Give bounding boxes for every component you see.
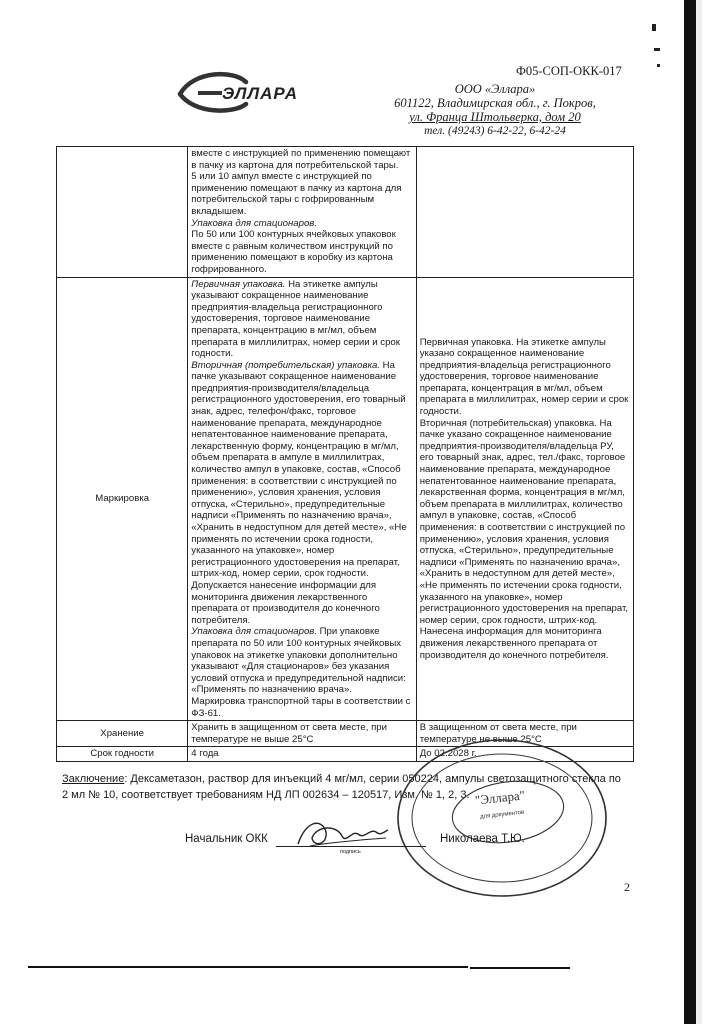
storage-result: В защищенном от света месте, при температуре не выше 25°С [416, 721, 633, 747]
signatory-position: Начальник ОКК [185, 833, 268, 845]
logo-wordmark: ЭЛЛАРА [222, 84, 298, 103]
result-monitoring-text: Нанесена информация для мониторинга движения лекарственного препарата от производителя до конечного потребителя. [419, 626, 609, 661]
table-row-packaging [57, 147, 634, 278]
result-secondary-text: Вторичная (потребительская) упаковка. На пачке указано сокращенное наименование предприятия-производителя/владельца РУ, его товарный знак, адрес, тел./факс, торговое наименование препарата, международное непатентованное наименование препарата, лекарственная форма, концентрация в мг/мл, объем препарата в миллилитрах, количество ампул в упаковке, состав, «Способ применения: в соответствии с инструкцией по применению», условия хранения, условия отпуска, «Стерильно», предупредительные надписи «Применять по назначению врача», «Хранить в недоступном для детей месте», «Не применять по истечении срока годности, указанного на упаковке», номер регистрационного удостоверения на препарат, номер серии, срок годности, штрих-код. [419, 417, 628, 626]
primary-packaging-title: Первичная упаковка. [191, 278, 286, 290]
scan-edge-light [696, 0, 702, 1024]
conclusion-label: Заключение [62, 773, 125, 785]
shelf-life-requirement: 4 года [188, 747, 416, 762]
table-row-marking [57, 277, 634, 721]
stamp-company-name: "Эллара" [474, 787, 526, 808]
handwritten-signature-icon [292, 814, 392, 854]
conclusion-text: : Дексаметазон, раствор для инъекций 4 мг/мл, серии 050224, ампулы светозащитного стекла по 2 мл № 10, соответствует требованиям НД ЛП 002634 – 120517, Изм. № 1, 2, 3. [62, 773, 621, 801]
transport-marking-text: Маркировка транспортной тары в соответствии с ФЗ-61. [191, 695, 411, 719]
packaging-requirement-cell [188, 147, 416, 278]
marking-result-cell [416, 277, 633, 721]
signatory-name: Николаева Т.Ю. [440, 833, 525, 845]
scan-speck [657, 64, 660, 67]
footer-rule [28, 966, 468, 968]
page-number: 2 [624, 880, 630, 894]
shelf-life-label: Срок годности [57, 747, 188, 762]
stamp-subtitle: для документов [479, 809, 525, 821]
footer-rule [470, 967, 570, 969]
company-address-line1: 601122, Владимирская обл., г. Покров, [394, 96, 596, 110]
hospital-marking-text: При упаковке препарата по 50 или 100 контурных ячейковых упаковок на этикетке упаковки дополнительно указывают «Для стационаров» без указания условий отпуска и предупредительной надписи: «Применять по назначению врача». [191, 626, 406, 696]
secondary-packaging-text: На пачке указывают сокращенное наименование предприятия-производителя/владельца регистрационного удостоверения, его товарный знак, адрес, телефон/факс, торговое наименование препарата, международное непатентованное наименование препарата, лекарственную форму, концентрацию в мг/мл, объем препарата в ампуле в миллилитрах, количество ампул в упаковке, состав, «Способ применения: в соответствии с инструкцией по применению», условия хранения, условия отпуска, «Стерильно», предупредительные надписи «Применять по назначению врача», «Хранить в недоступном для детей месте», «Не применять по истечении срока годности, указанного на упаковке», номер регистрационного удостоверения на препарат, штрих-код, номер серии, срок годности. [191, 359, 407, 580]
marking-requirement-cell [188, 277, 416, 721]
scan-speck [654, 48, 660, 51]
primary-packaging-text: На этикетке ампулы указывают сокращенное наименование предприятия-владельца регистрационного удостоверения, торговое наименование препарата, концентрацию в мг/мл, объем препарата в миллилитрах, номер серии и срок годности. [191, 278, 400, 360]
monitoring-text: Допускается нанесение информации для мониторинга движения лекарственного препарата от производителя до конечного потребителя. [191, 579, 380, 626]
document-code: Ф05-СОП-ОКК-017 [516, 64, 622, 78]
table-cell-empty [416, 147, 633, 278]
storage-requirement: Хранить в защищенном от света месте, при температуре не выше 25°С [188, 721, 416, 747]
scan-speck [652, 24, 656, 31]
packaging-text-1: вместе с инструкцией по применению помещают в пачку из картона для потребительской тары. [191, 148, 411, 171]
secondary-packaging-title: Вторичная (потребительская) упаковка. [191, 359, 380, 371]
signature-caption: подпись [340, 849, 361, 855]
packaging-text-2: 5 или 10 ампул вместе с инструкцией по применению помещают в пачку из картона для потребительской тары с гофрированным вкладышем. [191, 171, 402, 217]
specification-table [56, 146, 634, 762]
hospital-packaging-text: По 50 или 100 контурных ячейковых упаковок вместе с равным количеством инструкций по применению помещают в коробку из картона гофрированного. [191, 229, 396, 275]
result-primary-text: Первичная упаковка. На этикетке ампулы указано сокращенное наименование предприятия-владельца регистрационного удостоверения, торговое наименование препарата, концентрация в мг/мл, объем препарата в миллилитрах, номер серии и срок годности. [419, 336, 629, 418]
storage-label: Хранение [57, 721, 188, 747]
signature-line [276, 846, 426, 847]
hospital-marking-title: Упаковка для стационаров. [191, 626, 317, 638]
company-address-line2: ул. Франца Штольверка, дом 20 [409, 110, 581, 124]
table-cell-empty [57, 147, 188, 278]
scan-edge-dark [684, 0, 696, 1024]
shelf-life-result: До 02.2028 г. [416, 747, 633, 762]
company-header [380, 82, 610, 138]
company-phone: тел. (49243) 6-42-22, 6-42-24 [424, 125, 566, 137]
company-name: ООО «Эллара» [454, 82, 536, 96]
marking-label: Маркировка [57, 277, 188, 721]
hospital-packaging-title: Упаковка для стационаров. [191, 217, 317, 229]
